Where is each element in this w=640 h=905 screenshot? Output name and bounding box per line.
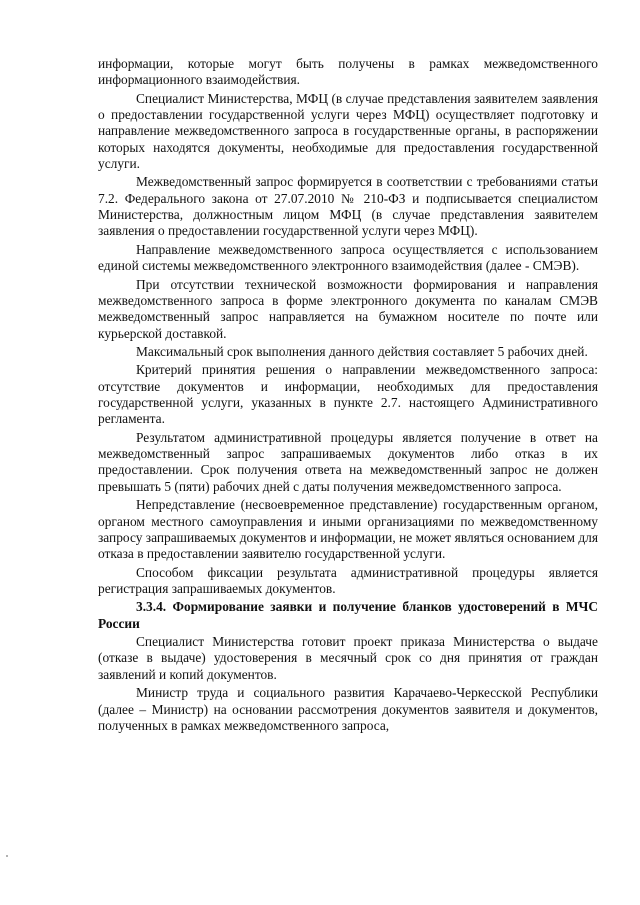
paragraph-specialist-request: Специалист Министерства, МФЦ (в случае представления заявителем заявления о предоставлении государственной услуги через МФЦ) осуществляет подготовку и направление межведомственного запроса в государственные органы, в распоряжении которых находятся документы, необходимые для предоставления государственной услуги. <box>98 90 598 171</box>
paragraph-paper-request: При отсутствии технической возможности формирования и направления межведомственного запроса в форме электронного документа по каналам СМЭВ межведомственный запрос направляется на бумажном носителе по почте или курьерской доставкой. <box>98 276 598 341</box>
paragraph-fixation-method: Способом фиксации результата административной процедуры является регистрация запрашиваемых документов. <box>98 564 598 596</box>
scan-speck <box>6 855 8 857</box>
paragraph-minister: Министр труда и социального развития Карачаево-Черкесской Республики (далее – Министр) на основании рассмотрения документов заявителя и документов, полученных в рамках межведомственного запроса, <box>98 685 598 733</box>
paragraph-order-draft: Специалист Министерства готовит проект приказа Министерства о выдаче (отказе в выдаче) удостоверения в месячный срок со дня принятия от граждан заявлений и копий документов. <box>98 634 598 682</box>
paragraph-max-term: Максимальный срок выполнения данного действия составляет 5 рабочих дней. <box>136 343 588 359</box>
document-body <box>98 56 598 736</box>
paragraph-procedure-result: Результатом административной процедуры является получение в ответ на межведомственный запрос запрашиваемых документов либо отказ в их предоставлении. Срок получения ответа на межведомственный запрос не должен превышать 5 (пяти) рабочих дней с даты получения межведомственного запроса. <box>98 429 598 494</box>
paragraph-smev-usage: Направление межведомственного запроса осуществляется с использованием единой системы межведомственного электронного взаимодействия (далее - СМЭВ). <box>98 241 598 274</box>
section-heading-3-3-4: 3.3.4. Формирование заявки и получение бланков удостоверений в МЧС России <box>98 599 598 631</box>
paragraph-continuation: информации, которые могут быть получены в рамках межведомственного информационного взаимодействия. <box>98 56 598 88</box>
paragraph-request-formation: Межведомственный запрос формируется в соответствии с требованиями статьи 7.2. Федерального закона от 27.07.2010 № 210-ФЗ и подписывается специалистом Министерства, должностным лицом МФЦ (в случае представления заявителем заявления о предоставлении государственной услуги через МФЦ). <box>98 174 598 239</box>
paragraph-non-submission: Непредставление (несвоевременное представление) государственным органом, органом местного самоуправления и иными организациями по межведомственному запросу запрашиваемых документов и информации, не может являться основанием для отказа в предоставлении заявителю государственной услуги. <box>98 497 598 562</box>
paragraph-decision-criterion: Критерий принятия решения о направлении межведомственного запроса: отсутствие документов и информации, необходимых для предоставления государственной услуги, указанных в пункте 2.7. настоящего Административного регламента. <box>98 362 598 427</box>
